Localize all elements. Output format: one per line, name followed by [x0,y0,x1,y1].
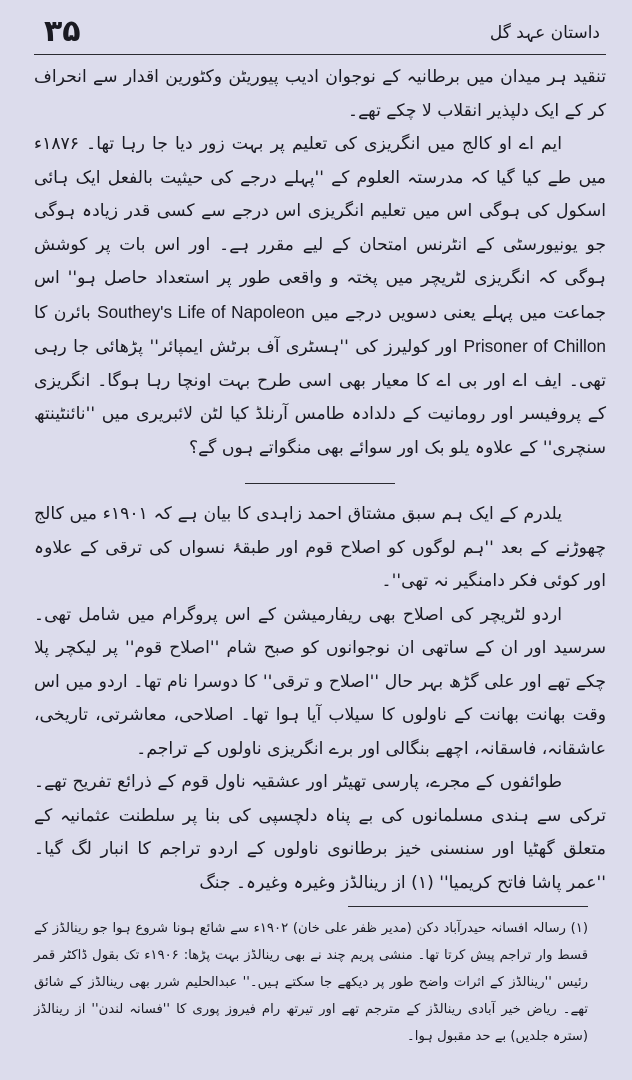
chillon-title: Prisoner of Chillon [463,336,606,356]
paragraph-2-tail-2: اور کولیرز کی ''ہسٹری آف برٹش ایمپائر'' پڑھائی جا رہی تھی۔ ایف اے اور بی اے کا معیار بھی اسی طرح بہت اونچا رہا ہوگا۔ انگریزی کے پروفیسر اور رومانیت کے دلدادہ طامس آرنلڈ کیا لٹن لائبریری میں ''نائنٹینتھ سنچری'' کے علاوہ یلو بک اور سوائے بھی منگواتے ہوں گے؟ [34,337,606,458]
footnote [34,915,606,1050]
section-divider [245,483,395,484]
page-header [34,6,606,55]
paragraph-5: طوائفوں کے مجرے، پارسی تھیٹر اور عشقیہ ناول قوم کے ذرائع تفریح تھے۔ ترکی سے ہندی مسلمانوں کی بے پناہ دلچسپی کی بنا پر سلطنت عثمانیہ کے متعلق گھٹیا اور سنسنی خیز برطانوی ناولوں کے اردو تراجم کا انبار لگ گیا۔ ''عمر پاشا فاتح کریمیا'' (۱) از رینالڈز وغیرہ وغیرہ۔ جنگ [34,772,606,893]
footnote-text: (۱) رسالہ افسانہ حیدرآباد دکن (مدیر ظفر علی خان) ۱۹۰۲ء سے شائع ہونا شروع ہوا جو رینالڈز کے قسط وار تراجم پیش کرتا تھا۔ منشی پریم چند نے بھی رینالڈز بہت پڑھا: ۱۹۰۶ء تک بقول ڈاکٹر قمر رئیس ''رینالڈز کے اثرات واضح طور پر دیکھے جا سکتے ہیں۔'' عبدالحلیم شرر بھی رینالڈز کے شائق تھے۔ ریاض خیر آبادی رینالڈز کے مترجم تھے اور تیرتھ رام فیروز پوری کا ''فسانہ لندن'' از رینالڈز (سترہ جلدیں) بے حد مقبول ہوا۔ [34,921,588,1044]
paragraph-2 [34,128,606,465]
main-text [34,61,606,900]
footnote-divider [348,906,588,907]
page-number: ۳۵ [44,14,81,49]
running-title: داستان عہد گل [489,23,600,43]
paragraph-4: اردو لٹریچر کی اصلاح بھی ریفارمیشن کے اس پروگرام میں شامل تھی۔ سرسید اور ان کے ساتھی ان نوجوانوں کو صبح شام ''اصلاح قوم'' پر لیکچر پلا چکے تھے اور علی گڑھ بہر حال ''اصلاح و ترقی'' کا دوسرا نام تھا۔ اردو میں اس وقت بھانت بھانت کے ناولوں کا سیلاب آیا ہوا تھا۔ اصلاحی، معاشرتی، تاریخی، عاشقانہ، فاسقانہ، اچھے بنگالی اور برے انگریزی ناولوں کے تراجم۔ [34,604,606,759]
paragraph-2-tail-1: بائرن کا [34,302,91,323]
southey-title: Southey's Life of Napoleon [97,301,305,322]
paragraph-1: تنقید ہر میدان میں برطانیہ کے نوجوان ادیب پیوریٹن وکٹورین اقدار سے انحراف کر کے ایک دلپذیر انقلاب لا چکے تھے۔ [34,67,606,121]
paragraph-2-text: ایم اے او کالج میں انگریزی کی تعلیم پر بہت زور دیا جا رہا تھا۔ ۱۸۷۶ء میں طے کیا گیا کہ مدرستہ العلوم کے ''پہلے درجے کی حیثیت بالفعل ایک ہائی اسکول کی ہوگی اس میں تعلیم انگریزی اس درجے سے کسی قدر زیادہ ہوگی جو یونیورسٹی کے انٹرنس امتحان کے لیے مقرر ہے۔ اور اس بات پر کوشش ہوگی کہ انگریزی لٹریچر میں پختہ و واقعی طور پر استعداد حاصل ہو'' اس جماعت میں پہلے یعنی دسویں درجے میں [34,134,607,323]
paragraph-3: یلدرم کے ایک ہم سبق مشتاق احمد زاہدی کا بیان ہے کہ ۱۹۰۱ء میں کالج چھوڑنے کے بعد ''ہم لوگوں کو اصلاح قوم اور طبقۂ نسواں کی ترقی کے علاوہ اور کوئی فکر دامنگیر نہ تھی''۔ [34,504,606,591]
